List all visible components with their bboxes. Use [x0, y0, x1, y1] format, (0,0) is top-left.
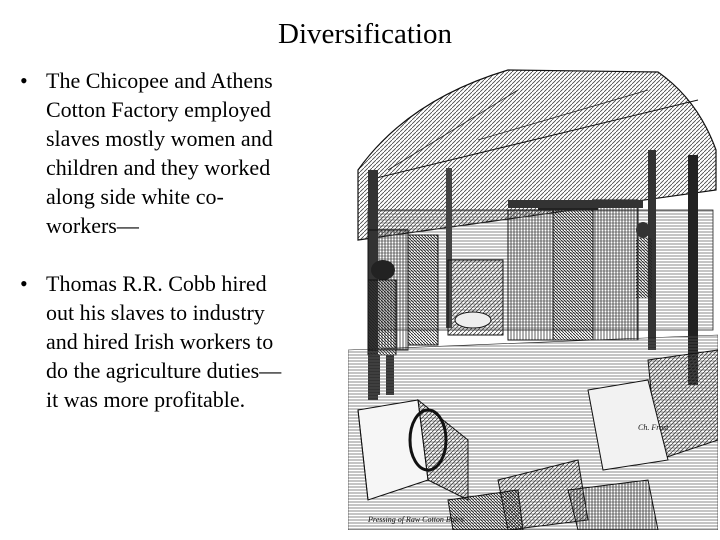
factory-illustration [348, 60, 718, 530]
illustration-caption: Pressing of Raw Cotton Bales [368, 515, 464, 524]
bullet-item [18, 269, 348, 414]
slide-title: Diversification [278, 18, 452, 50]
bullet-list [18, 66, 348, 443]
bullet-text: Thomas R.R. Cobb hired out his slaves to industry and hired Irish workers to do the agriculture duties— it was more profitable. [46, 271, 282, 412]
bullet-text: The Chicopee and Athens Cotton Factory employed slaves mostly women and children and they worked along side white co- workers— [46, 68, 273, 238]
bullet-item [18, 66, 348, 240]
bullet-marker: • [20, 271, 28, 296]
illustration-signature: Ch. Frost [638, 423, 669, 432]
bullet-marker: • [20, 68, 28, 93]
